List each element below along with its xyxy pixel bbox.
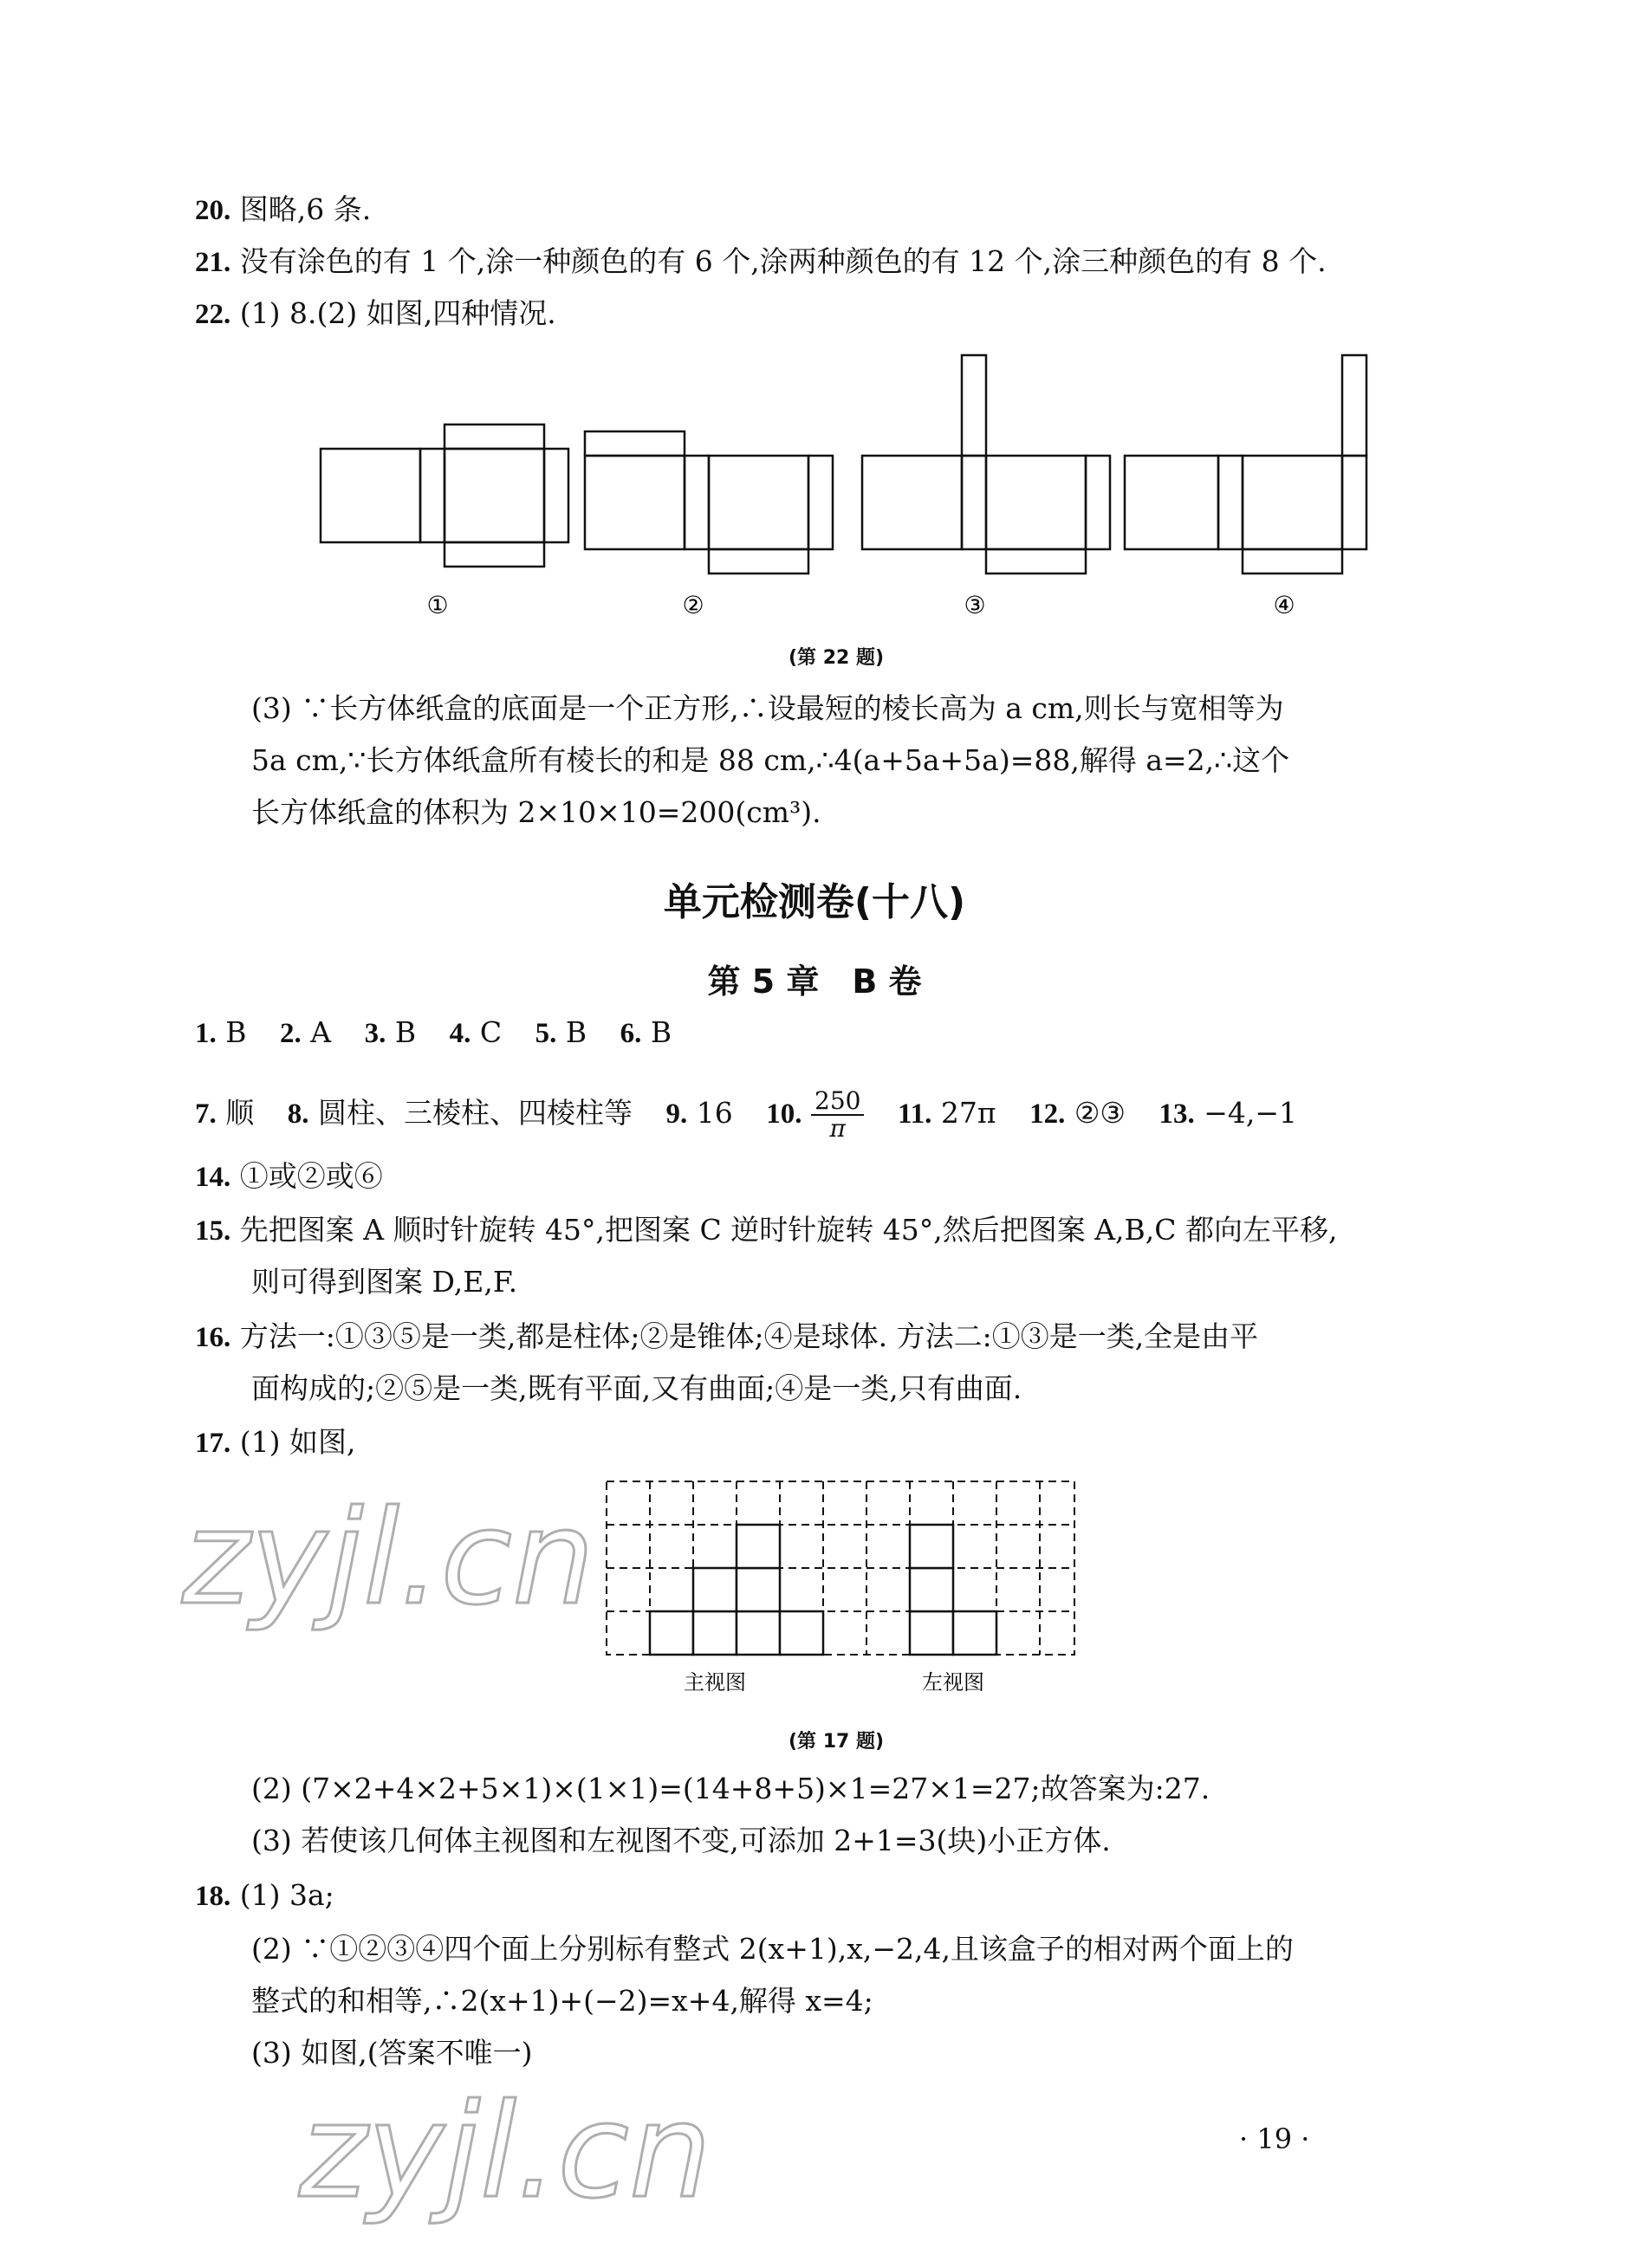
net-label-1: ① xyxy=(426,591,449,619)
net-label-3: ③ xyxy=(964,591,986,619)
q22-part3-line2: 5a cm,∵长方体纸盒所有棱长的和是 88 cm,∴4(a+5a+5a)=88,解得 a=2,∴这个 xyxy=(251,743,1290,777)
q15-line1: 先把图案 A 顺时针旋转 45°,把图案 C 逆时针旋转 45°,然后把图案 A,B,C 都向左平移, xyxy=(239,1213,1338,1247)
q18-part3: (3) 如图,(答案不唯一) xyxy=(251,2036,533,2070)
q18-number: 18. xyxy=(195,1881,231,1912)
q10-numerator: 250 xyxy=(811,1088,864,1116)
watermark-text: zyjl.cn xyxy=(182,1483,595,1634)
front-view-label: 主视图 xyxy=(684,1670,746,1695)
left-view-label: 左视图 xyxy=(922,1670,984,1695)
q10-fraction xyxy=(811,1088,864,1142)
net-3 xyxy=(862,355,1110,573)
page-number: · 19 · xyxy=(1239,2122,1310,2155)
q13-number: 13. xyxy=(1158,1098,1195,1130)
left-view xyxy=(910,1525,996,1655)
q21-number: 21. xyxy=(195,247,231,278)
q22-caption: (第 22 题) xyxy=(789,647,885,669)
q15 xyxy=(195,1213,1338,1248)
choice-3-answer: B xyxy=(394,1015,417,1049)
q9-number: 9. xyxy=(665,1098,688,1130)
q13-answer: −4,−1 xyxy=(1204,1096,1298,1130)
choice-5-answer: B xyxy=(565,1015,587,1049)
q17-number: 17. xyxy=(195,1428,231,1459)
q22-part3-line1: (3) ∵长方体纸盒的底面是一个正方形,∴设最短的棱长高为 a cm,则长与宽相等为 xyxy=(251,691,1284,725)
q10-number: 10. xyxy=(766,1098,802,1130)
q18-part1: (1) 3a; xyxy=(239,1878,334,1912)
q17-part1: (1) 如图, xyxy=(239,1425,356,1459)
q11-number: 11. xyxy=(897,1098,932,1130)
choice-2-answer: A xyxy=(310,1015,332,1049)
net-2 xyxy=(585,431,833,573)
choice-1-answer: B xyxy=(225,1015,247,1049)
q8-answer: 圆柱、三棱柱、四棱柱等 xyxy=(318,1096,633,1130)
q14-number: 14. xyxy=(195,1162,231,1193)
q10-denominator: π xyxy=(829,1114,846,1143)
q16-number: 16. xyxy=(195,1322,231,1353)
q18-part2-line2: 整式的和相等,∴2(x+1)+(−2)=x+4,解得 x=4; xyxy=(251,1984,873,2018)
q16 xyxy=(195,1319,1258,1355)
q14-text: ①或②或⑥ xyxy=(239,1159,383,1193)
q14 xyxy=(195,1159,383,1195)
q17-figure xyxy=(598,1473,1083,1698)
q17 xyxy=(195,1425,355,1461)
q11-answer: 27π xyxy=(940,1096,996,1130)
q22-part3-line3: 长方体纸盒的体积为 2×10×10=200(cm³). xyxy=(251,795,821,829)
section-title: 单元检测卷(十八) xyxy=(663,880,966,924)
q20 xyxy=(195,192,371,228)
q22 xyxy=(195,296,556,332)
choice-3-number: 3. xyxy=(364,1018,386,1049)
front-view xyxy=(650,1525,823,1655)
net-label-4: ④ xyxy=(1273,591,1295,619)
watermark-text: zyjl.cn xyxy=(299,2077,712,2227)
section-subtitle: 第 5 章 B 卷 xyxy=(707,962,922,1001)
net-1 xyxy=(321,424,568,567)
q12-answer: ②③ xyxy=(1074,1096,1126,1130)
fill-answers xyxy=(195,1087,1297,1142)
choice-answers xyxy=(195,1015,672,1051)
q16-line1: 方法一:①③⑤是一类,都是柱体;②是锥体;④是球体. 方法二:①③是一类,全是由平 xyxy=(239,1319,1259,1353)
choice-4-answer: C xyxy=(479,1015,503,1049)
q16-line2: 面构成的;②⑤是一类,既有平面,又有曲面;④是一类,只有曲面. xyxy=(251,1371,1022,1405)
watermark-2 xyxy=(290,2062,776,2235)
net-4 xyxy=(1125,355,1366,573)
choice-2-number: 2. xyxy=(280,1018,302,1049)
q17-part3: (3) 若使该几何体主视图和左视图不变,可添加 2+1=3(块)小正方体. xyxy=(251,1824,1111,1857)
net-label-2: ② xyxy=(682,591,704,619)
q18-part2-line1: (2) ∵①②③④四个面上分别标有整式 2(x+1),x,−2,4,且该盒子的相对两个面上的 xyxy=(251,1932,1294,1966)
watermark-1 xyxy=(173,1473,659,1646)
choice-6-number: 6. xyxy=(620,1018,642,1049)
q17-part2: (2) (7×2+4×2+5×1)×(1×1)=(14+8+5)×1=27×1=27;故答案为:27. xyxy=(251,1772,1210,1805)
choice-5-number: 5. xyxy=(535,1018,557,1049)
q22-text: (1) 8.(2) 如图,四种情况. xyxy=(239,296,556,330)
q20-number: 20. xyxy=(195,195,231,226)
q12-number: 12. xyxy=(1029,1098,1066,1130)
q7-answer: 顺 xyxy=(225,1096,255,1130)
q22-number: 22. xyxy=(195,299,231,330)
q18 xyxy=(195,1878,334,1914)
q17-caption: (第 17 题) xyxy=(789,1731,885,1753)
q15-number: 15. xyxy=(195,1215,231,1247)
q9-answer: 16 xyxy=(696,1096,733,1130)
q7-number: 7. xyxy=(195,1098,217,1130)
choice-1-number: 1. xyxy=(195,1018,217,1049)
q21 xyxy=(195,244,1327,280)
q15-line2: 则可得到图案 D,E,F. xyxy=(251,1265,518,1299)
q20-text: 图略,6 条. xyxy=(239,192,372,226)
q21-text: 没有涂色的有 1 个,涂一种颜色的有 6 个,涂两种颜色的有 12 个,涂三种颜色的有 8 个. xyxy=(239,244,1327,278)
choice-6-answer: B xyxy=(650,1015,672,1049)
choice-4-number: 4. xyxy=(449,1018,471,1049)
q22-figure xyxy=(312,347,1386,624)
q8-number: 8. xyxy=(287,1098,309,1130)
